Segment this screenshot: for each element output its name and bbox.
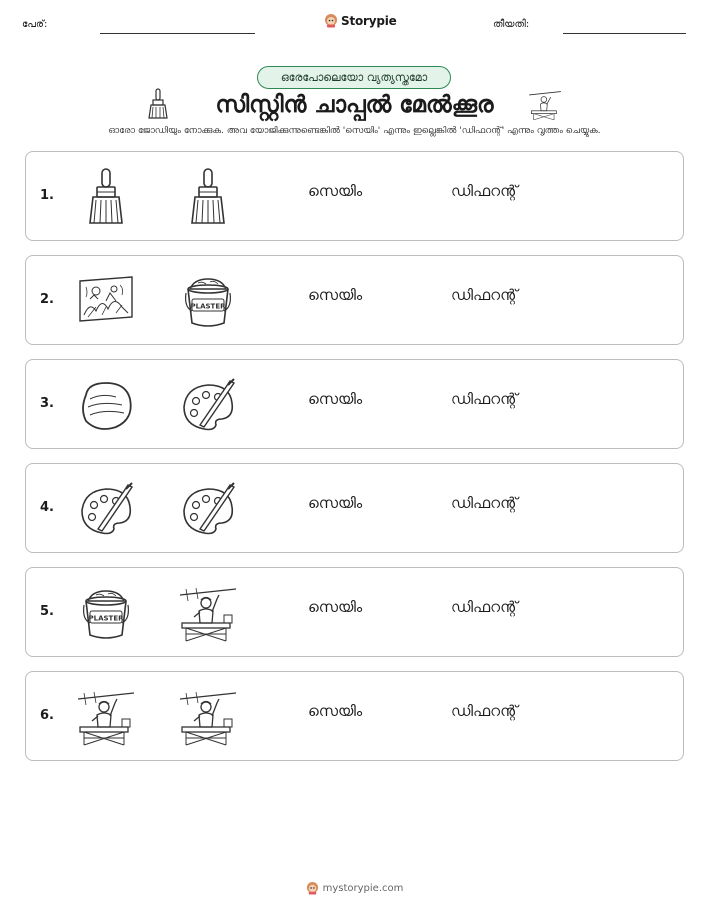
footer-url[interactable]: mystorypie.com [322,882,404,894]
question-row-1 [25,151,684,241]
same-option[interactable]: സെയിം [308,286,363,304]
palette-icon [76,479,136,539]
palette-icon [178,375,238,435]
question-row-2 [25,255,684,345]
painter-on-scaffold-icon [528,86,562,122]
painter-on-scaffold-icon [178,687,238,747]
fresco-icon [76,271,136,331]
same-option[interactable]: സെയിം [308,494,363,512]
footer [0,881,709,895]
question-row-3 [25,359,684,449]
same-option[interactable]: സെയിം [308,702,363,720]
brush-icon [76,167,136,227]
plaster-bucket-icon [76,583,136,643]
different-option[interactable]: ഡിഫറന്റ് [451,286,518,304]
page-title: സിസ്റ്റിൻ ചാപ്പൽ മേൽക്കൂര [215,92,494,118]
date-line[interactable] [563,33,686,34]
question-number: 3. [40,396,54,411]
different-option[interactable]: ഡിഫറന്റ് [451,390,518,408]
same-option[interactable]: സെയിം [308,390,363,408]
brand-name: Storypie [341,13,397,28]
question-number: 5. [40,604,54,619]
palette-icon [178,479,238,539]
same-option[interactable]: സെയിം [308,598,363,616]
different-option[interactable]: ഡിഫറന്റ് [451,182,518,200]
same-option[interactable]: സെയിം [308,182,363,200]
different-option[interactable]: ഡിഫറന്റ് [451,702,518,720]
name-line[interactable] [100,33,255,34]
storypie-logo-icon [324,13,338,28]
plaster-bucket-icon [178,271,238,331]
painter-on-scaffold-icon [178,583,238,643]
plaster-label: PLASTER [88,614,124,623]
different-option[interactable]: ഡിഫറന്റ് [451,494,518,512]
brand-logo [324,13,397,28]
name-label: പേര്: [22,19,48,30]
painter-on-scaffold-icon [76,687,136,747]
different-option[interactable]: ഡിഫറന്റ് [451,598,518,616]
question-number: 1. [40,188,54,203]
instructions: ഓരോ ജോഡിയും നോക്കുക. അവ യോജിക്കുന്നുണ്ടെങ്കിൽ 'സെയിം' എന്നും ഇല്ലെങ്കിൽ 'ഡിഫറന്റ്' എന്നും വൃത്തം ചെയ്യുക. [108,126,601,136]
brush-icon [178,167,238,227]
question-row-6 [25,671,684,761]
plaster-lump-icon [76,375,136,435]
category-badge: ഒരേപോലെയോ വ്യത്യസ്തമോ [257,66,451,89]
question-number: 2. [40,292,54,307]
question-number: 6. [40,708,54,723]
question-number: 4. [40,500,54,515]
date-label: തീയതി: [493,19,530,30]
question-row-4 [25,463,684,553]
plaster-label: PLASTER [190,302,226,311]
storypie-logo-icon [306,881,319,895]
question-row-5 [25,567,684,657]
